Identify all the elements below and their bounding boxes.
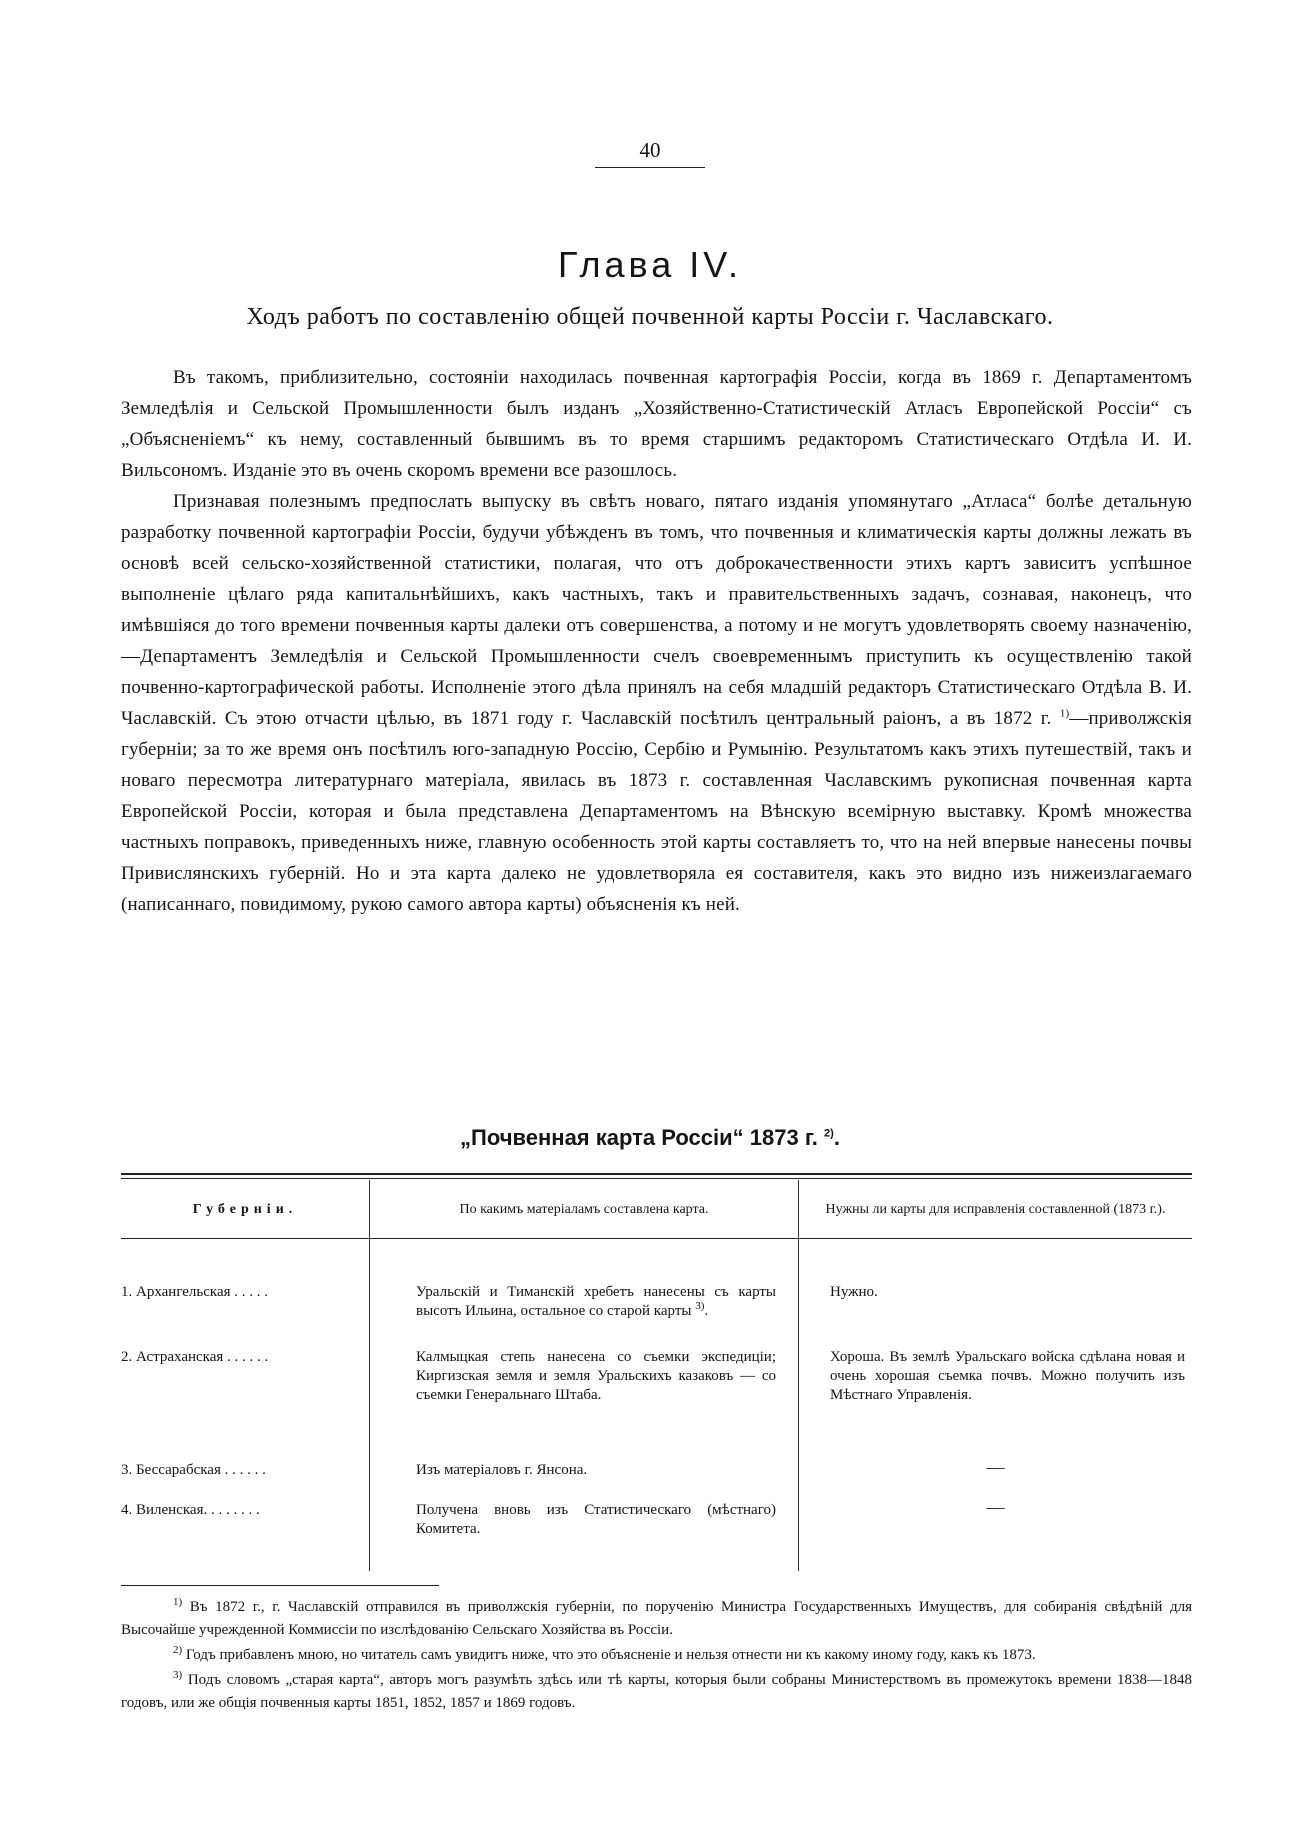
- footnote-separator: [121, 1585, 439, 1586]
- footnote-ref: 3): [695, 1300, 705, 1312]
- chapter-subtitle: Ходъ работъ по составленію общей почвенной карты Россіи г. Чаславскаго.: [246, 304, 1054, 330]
- table-cell-materials: Калмыцкая степь нанесена со съемки экспедиціи; Киргизская земля и земля Уральскихъ казаковъ — со съемки Генеральнаго Штаба.: [416, 1349, 776, 1403]
- footnote-mark: 1): [173, 1596, 183, 1608]
- table-cell-need: —: [986, 1457, 1005, 1477]
- footnote-mark: 3): [173, 1669, 183, 1681]
- table-rule: [121, 1178, 1192, 1179]
- table-cell-province: 2. Астраханская . . . . . .: [121, 1349, 269, 1365]
- table-cell-materials: Изъ матеріаловъ г. Янсона.: [416, 1462, 588, 1478]
- body-text: [121, 362, 1192, 920]
- column-header-need: Нужны ли карты для исправленія составленной (1873 г.).: [825, 1201, 1166, 1217]
- table-cell-need: —: [986, 1497, 1005, 1517]
- table-cell-need: Нужно.: [830, 1284, 878, 1300]
- table-cell-materials: Получена вновь изъ Статистическаго (мѣстнаго) Комитета.: [416, 1502, 776, 1537]
- footnote-ref: 2): [824, 1127, 834, 1140]
- footnote-mark: 2): [173, 1644, 183, 1656]
- soil-map-table: [121, 1173, 1192, 1571]
- table-cell-need: Хороша. Въ землѣ Уральскаго войска сдѣлана новая и очень хорошая съемка почвъ. Можно получить изъ Мѣстнаго Управленія.: [830, 1349, 1185, 1403]
- footnote-ref: 1): [1059, 707, 1070, 720]
- table-rule: [121, 1238, 1192, 1239]
- table-cell-province: 3. Бессарабская . . . . . .: [121, 1462, 266, 1478]
- footnote: $^{3)}$ Подъ словомъ „старая карта“, авторъ могъ разумѣть здѣсь или тѣ карты, которыя были собраны Министерствомъ въ промежутокъ времени 1838—1848 годовъ, или же общія почвенныя карты 1851, 1852, 1857 и 1869 годовъ.: [121, 1669, 1192, 1711]
- table-title-text: „Почвенная карта Россіи“ 1873 г.: [460, 1125, 818, 1150]
- table-cell-materials: Уральскій и Тиманскій хребетъ нанесены съ карты высотъ Ильина, остальное со старой карты $^{3)}$.: [416, 1284, 776, 1319]
- table-title: „Почвенная карта Россіи“ 1873 г. $^{2)}$.: [460, 1125, 840, 1150]
- chapter-title: Глава IV.: [558, 244, 742, 285]
- table-cell-province: 1. Архангельская . . . . .: [121, 1284, 269, 1300]
- paragraph-text: —приволжскія губерніи; за то же время онъ посѣтилъ юго-западную Россію, Сербію и Румынію. Результатомъ какъ этихъ путешествій, такъ и новаго пересмотра литературнаго матеріала, явилась въ 1873 г. составленная Чаславскимъ рукописная почвенная карта Европейской Россіи, которая и была представлена Департаментомъ на Вѣнскую всемірную выставку. Кромѣ множества частныхъ поправокъ, приведенныхъ ниже, главную особенность этой карты составляетъ то, что на ней впервые нанесены почвы Привислянскихъ губерній. Но и эта карта далеко не удовлетворяла ея составителя, какъ это видно изъ нижеизлагаемаго (написаннаго, повидимому, рукою самого автора карты) объясненія къ ней.: [121, 708, 1192, 915]
- column-header-materials: По какимъ матеріаламъ составлена карта.: [459, 1201, 709, 1217]
- column-header-province: Губерніи.: [192, 1201, 298, 1217]
- paragraph: [121, 486, 1192, 920]
- table-rule: [121, 1173, 1192, 1175]
- paragraph: Въ такомъ, приблизительно, состояніи находилась почвенная картографія Россіи, когда въ 1869 г. Департаментомъ Земледѣлія и Сельской Промышленности былъ изданъ „Хозяйственно-Статистическій Атласъ Европейской Россіи“ съ „Объясненіемъ“ къ нему, составленный бывшимъ въ то время старшимъ редакторомъ Статистическаго Отдѣла И. И. Вильсономъ. Изданіе это въ очень скоромъ времени все разошлось.: [121, 367, 1192, 481]
- table-cell-province: 4. Виленская. . . . . . . .: [121, 1502, 260, 1518]
- page-number: 40: [595, 138, 705, 168]
- paragraph-text: Признавая полезнымъ предпослать выпуску въ свѣтъ новаго, пятаго изданія упомянутаго „Атласа“ болѣе детальную разработку почвенной картографіи Россіи, будучи убѣжденъ въ томъ, что почвенныя и климатическія карты должны лежать въ основѣ всей сельско-хозяйственной статистики, полагая, что отъ доброкачественности этихъ картъ зависитъ успѣшное выполненіе цѣлаго ряда капитальнѣйшихъ, какъ частныхъ, такъ и правительственныхъ задачъ, сознавая, наконецъ, что имѣвшіяся до того времени почвенныя карты далеки отъ совершенства, а потому и не могутъ удовлетворять своему назначенію,—Департаментъ Земледѣлія и Сельской Промышленности счелъ своевременнымъ приступить къ осуществленію такой почвенно-картографической работы. Исполненіе этого дѣла принялъ на себя младшій редакторъ Статистическаго Отдѣла В. И. Чаславскій. Съ этою отчасти цѣлью, въ 1871 году г. Чаславскій посѣтилъ центральный раіонъ, а въ 1872 г.: [121, 491, 1192, 729]
- footnotes: [121, 1596, 1192, 1717]
- footnote: $^{2)}$ Годъ прибавленъ мною, но читатель самъ увидитъ ниже, что это объясненіе и нельзя отнести ни къ какому иному году, какъ къ 1873.: [173, 1644, 1036, 1663]
- column-divider: [369, 1180, 370, 1571]
- footnote: $^{1)}$ Въ 1872 г., г. Чаславскій отправился въ приволжскія губерніи, по порученію Министра Государственныхъ Имуществъ, для собиранія свѣдѣній для Высочайше учрежденной Коммиссіи по изслѣдованію Сельскаго Хозяйства въ Россіи.: [121, 1596, 1192, 1638]
